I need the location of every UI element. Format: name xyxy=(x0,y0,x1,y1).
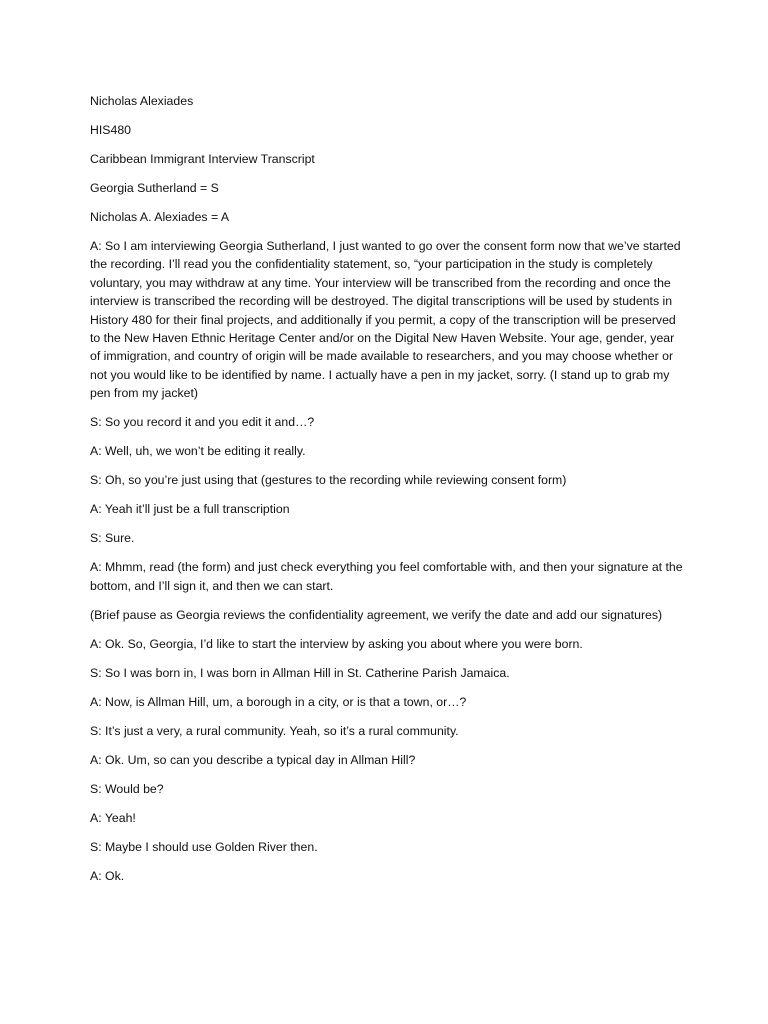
transcript-paragraph: S: So I was born in, I was born in Allman Hill in St. Catherine Parish Jamaica. xyxy=(90,665,510,680)
transcript-paragraph: A: Yeah it’ll just be a full transcription xyxy=(90,502,290,517)
transcript-paragraph: A: Ok. Um, so can you describe a typical day in Allman Hill? xyxy=(90,752,416,767)
transcript-paragraph: S: Oh, so you’re just using that (gestures to the recording while reviewing consent form) xyxy=(90,473,567,488)
transcript-paragraph: S: Maybe I should use Golden River then. xyxy=(90,839,318,854)
speaker-key-a: Nicholas A. Alexiades = A xyxy=(90,210,230,224)
transcript-paragraph: A: Mhmm, read (the form) and just check everything you feel comfortable with, and then your signature at the bottom, and I’ll sign it, and then we can start. xyxy=(90,560,683,593)
transcript-paragraph: S: Would be? xyxy=(90,781,164,796)
transcript-paragraph: A: So I am interviewing Georgia Sutherland, I just wanted to go over the consent form now that we’ve started the recording. I’ll read you the confidentiality statement, so, “your participation in the study is completely voluntary, you may withdraw at any time. Your interview will be transcribed from the recording and once the interview is transcribed the recording will be destroyed. The digital transcriptions will be used by students in History 480 for their final projects, and additionally if you permit, a copy of the transcription will be preserved to the New Haven Ethnic Heritage Center and/or on the Digital New Haven Website. Your age, gender, year of immigration, and country of origin will be made available to researchers, and you may choose whether or not you would like to be identified by name. I actually have a pen in my jacket, sorry. (I stand up to grab my pen from my jacket) xyxy=(90,239,681,401)
transcript-paragraph: A: Ok. xyxy=(90,868,125,883)
transcript-paragraph: (Brief pause as Georgia reviews the confidentiality agreement, we verify the date and add our signatures) xyxy=(90,607,663,622)
transcript-page xyxy=(90,92,684,896)
transcript-paragraph: A: Well, uh, we won’t be editing it really. xyxy=(90,444,306,459)
document-title: Caribbean Immigrant Interview Transcript xyxy=(90,152,315,166)
course-code: HIS480 xyxy=(90,123,132,137)
transcript-paragraph: A: Now, is Allman Hill, um, a borough in a city, or is that a town, or…? xyxy=(90,694,467,709)
transcript-paragraph: S: It’s just a very, a rural community. Yeah, so it’s a rural community. xyxy=(90,723,459,738)
transcript-paragraph: A: Ok. So, Georgia, I’d like to start the interview by asking you about where you were born. xyxy=(90,636,583,651)
author-name: Nicholas Alexiades xyxy=(90,94,194,108)
transcript-paragraph: S: So you record it and you edit it and…? xyxy=(90,415,315,430)
transcript-paragraph: A: Yeah! xyxy=(90,810,136,825)
transcript-paragraph: S: Sure. xyxy=(90,531,135,546)
speaker-key-s: Georgia Sutherland = S xyxy=(90,181,219,195)
